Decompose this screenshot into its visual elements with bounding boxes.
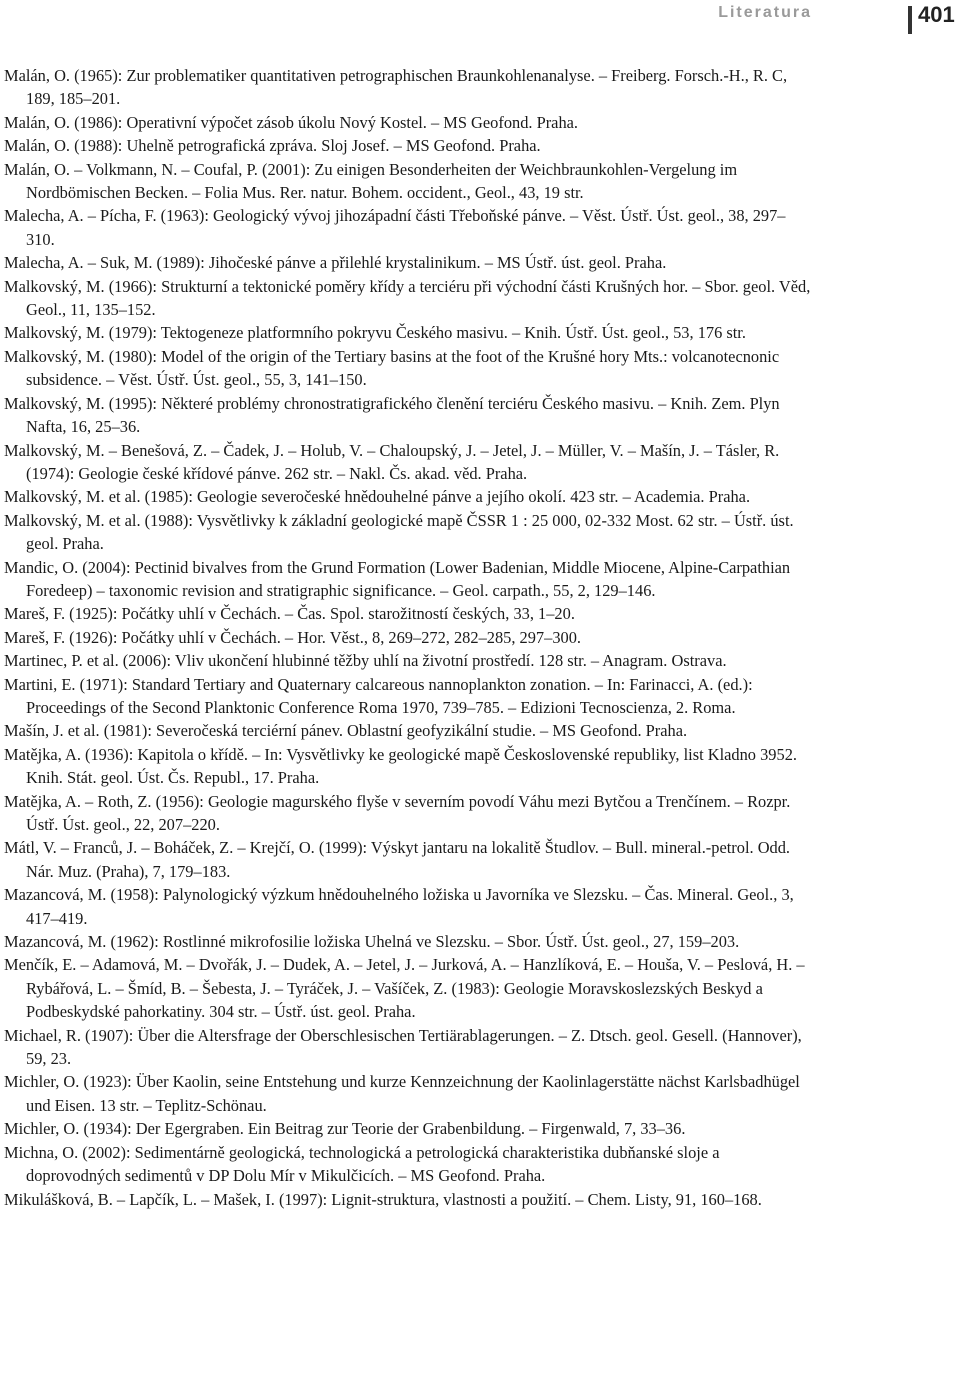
- reference-entry: Matějka, A. (1936): Kapitola o křídě. – In: Vysvětlivky ke geologické mapě Československé republiky, list Kladno 3952. Knih. Stát. geol. Úst. Čs. Republ., 17. Praha.: [4, 744, 797, 788]
- reference-entry: Malkovský, M. et al. (1985): Geologie severočeské hnědouhelné pánve a jejího okolí. 423 str. – Academia. Praha.: [4, 487, 751, 507]
- reference-entry: Malecha, A. – Pícha, F. (1963): Geologický vývoj jihozápadní části Třeboňské pánve. – Věst. Ústř. Úst. geol., 38, 297–310.: [4, 206, 786, 249]
- reference-entry: Michler, O. (1934): Der Egergraben. Ein Beitrag zur Teorie der Grabenbildung. – Firgenwald, 7, 33–36.: [4, 1119, 686, 1139]
- reference-list: [4, 64, 814, 1211]
- reference-entry: Malkovský, M. (1980): Model of the origin of the Tertiary basins at the foot of the Krušné hory Mts.: volcanotecnonic subsidence. – Věst. Ústř. Úst. geol., 55, 3, 141–150.: [4, 346, 780, 390]
- reference-entry: Malán, O. (1988): Uhelně petrografická zpráva. Sloj Josef. – MS Geofond. Praha.: [4, 136, 541, 156]
- page-header: [0, 0, 960, 40]
- reference-entry: Malán, O. – Volkmann, N. – Coufal, P. (2001): Zu einigen Besonderheiten der Weichbraunkohlen-Vergelung im Nordbömischen Becken. – Folia Mus. Rer. natur. Bohem. occident., Geol., 43, 19 str.: [4, 159, 738, 203]
- reference-entry: Malkovský, M. (1966): Strukturní a tektonické poměry křídy a terciéru při východní části Krušných hor. – Sbor. geol. Věd, Geol., 11, 135–152.: [4, 276, 811, 320]
- reference-entry: Michna, O. (2002): Sedimentárně geologická, technologická a petrologická charakteristika dubňanské sloje a doprovodných sedimentů v DP Dolu Mír v Mikulčicích. – MS Geofond. Praha.: [4, 1142, 720, 1186]
- reference-entry: Mazancová, M. (1958): Palynologický výzkum hnědouhelného ložiska u Javorníka ve Slezsku. – Čas. Mineral. Geol., 3, 417–419.: [4, 885, 794, 928]
- reference-entry: Malkovský, M. (1979): Tektogeneze platformního pokryvu Českého masivu. – Knih. Ústř. Úst. geol., 53, 176 str.: [4, 323, 746, 343]
- page-number: 401: [918, 2, 955, 27]
- header-divider: [908, 6, 912, 34]
- reference-entry: Malkovský, M. et al. (1988): Vysvětlivky k základní geologické mapě ČSSR 1 : 25 000, 02-332 Most. 62 str. – Ústř. úst. geol. Praha.: [4, 510, 794, 554]
- reference-entry: Martinec, P. et al. (2006): Vliv ukončení hlubinné těžby uhlí na životní prostředí. 128 str. – Anagram. Ostrava.: [4, 651, 727, 671]
- reference-entry: Martini, E. (1971): Standard Tertiary and Quaternary calcareous nannoplankton zonation. – In: Farinacci, A. (ed.): Proceedings of the Second Planktonic Conference Roma 1970, 739–785. – Edizioni Tecnoscienza, 2. Roma.: [4, 674, 753, 717]
- reference-entry: Mašín, J. et al. (1981): Severočeská terciérní pánev. Oblastní geofyzikální studie. – MS Geofond. Praha.: [4, 721, 688, 741]
- reference-entry: Mareš, F. (1925): Počátky uhlí v Čechách. – Čas. Spol. starožitností českých, 33, 1–20.: [4, 604, 575, 624]
- reference-entry: Malán, O. (1965): Zur problematiker quantitativen petrographischen Braunkohlenanalyse. – Freiberg. Forsch.-H., R. C, 189, 185–201.: [4, 66, 788, 109]
- reference-entry: Malán, O. (1986): Operativní výpočet zásob úkolu Nový Kostel. – MS Geofond. Praha.: [4, 112, 579, 132]
- reference-entry: Michler, O. (1923): Über Kaolin, seine Entstehung und kurze Kennzeichnung der Kaolinlagerstätte nächst Karlsbadhügel und Eisen. 13 str. – Teplitz-Schönau.: [4, 1072, 800, 1115]
- reference-entry: Menčík, E. – Adamová, M. – Dvořák, J. – Dudek, A. – Jetel, J. – Jurková, A. – Hanzlíková, E. – Houša, V. – Peslová, H. – Rybářová, L. – Šmíd, B. – Šebesta, J. – Tyráček, J. – Vašíček, Z. (1983): Geologie Moravskoslezských Beskyd a Podbeskydské pahorkatiny. 304 str. – Ústř. úst. geol. Praha.: [4, 955, 805, 1022]
- reference-entry: Malecha, A. – Suk, M. (1989): Jihočeské pánve a přilehlé krystalinikum. – MS Ústř. úst. geol. Praha.: [4, 253, 667, 273]
- reference-entry: Michael, R. (1907): Über die Altersfrage der Oberschlesischen Tertiärablagerungen. – Z. Dtsch. geol. Gesell. (Hannover), 59, 23.: [4, 1025, 802, 1069]
- reference-entry: Mátl, V. – Franců, J. – Boháček, Z. – Krejčí, O. (1999): Výskyt jantaru na lokalitě Študlov. – Bull. mineral.-petrol. Odd. Nár. Muz. (Praha), 7, 179–183.: [4, 838, 791, 881]
- reference-entry: Mareš, F. (1926): Počátky uhlí v Čechách. – Hor. Věst., 8, 269–272, 282–285, 297–300.: [4, 627, 582, 647]
- reference-entry: Malkovský, M. – Benešová, Z. – Čadek, J. – Holub, V. – Chaloupský, J. – Jetel, J. – Müller, V. – Mašín, J. – Tásler, R. (1974): Geologie české křídové pánve. 262 str. – Nakl. Čs. akad. věd. Praha.: [4, 440, 780, 483]
- reference-entry: Mazancová, M. (1962): Rostlinné mikrofosilie ložiska Uhelná ve Slezsku. – Sbor. Ústř. Úst. geol., 27, 159–203.: [4, 932, 740, 952]
- reference-entry: Mandic, O. (2004): Pectinid bivalves from the Grund Formation (Lower Badenian, Middle Miocene, Alpine-Carpathian Foredeep) – taxonomic revision and stratigraphic significance. – Geol. carpath., 55, 2, 129–146.: [4, 557, 791, 600]
- reference-entry: Matějka, A. – Roth, Z. (1956): Geologie magurského flyše v severním povodí Váhu mezi Bytčou a Trenčínem. – Rozpr. Ústř. Úst. geol., 22, 207–220.: [4, 791, 791, 834]
- reference-entry: Malkovský, M. (1995): Některé problémy chronostratigrafického členění terciéru Českého masivu. – Knih. Zem. Plyn Nafta, 16, 25–36.: [4, 393, 780, 437]
- reference-entry: Mikulášková, B. – Lapčík, L. – Mašek, I. (1997): Lignit-struktura, vlastnosti a použití. – Chem. Listy, 91, 160–168.: [4, 1189, 762, 1209]
- section-title: Literatura: [718, 4, 812, 21]
